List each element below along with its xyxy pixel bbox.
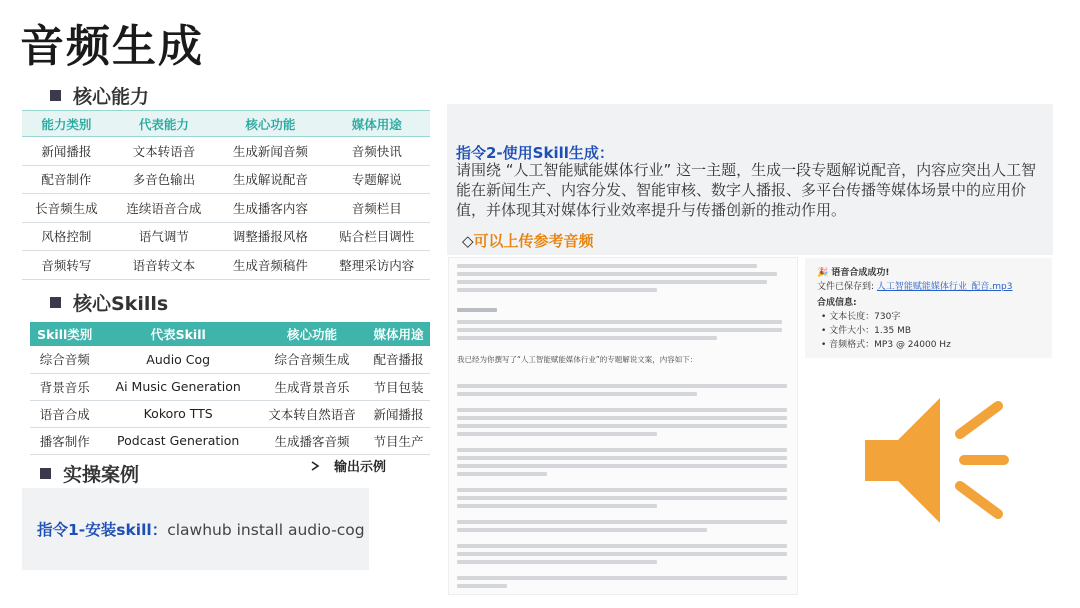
table-cell: 节目生产 xyxy=(367,427,430,454)
table-cell: 语音转文本 xyxy=(111,251,217,280)
table-cell: 贴合栏目调性 xyxy=(324,222,430,251)
table-cell: 生成播客内容 xyxy=(217,194,323,223)
table-header: Skill类别 xyxy=(30,322,99,346)
table-cell: 音频快讯 xyxy=(324,137,430,166)
capabilities-table xyxy=(22,110,430,280)
success-message: 🎉 语音合成成功! xyxy=(817,268,890,278)
table-header: 媒体用途 xyxy=(367,322,430,346)
table-cell: 长音频生成 xyxy=(22,194,111,223)
table-cell: Podcast Generation xyxy=(99,427,257,454)
file-link[interactable]: 人工智能赋能媒体行业_配音.mp3 xyxy=(876,282,1013,292)
upload-hint xyxy=(462,230,594,251)
table-cell: 文本转自然语音 xyxy=(257,400,367,427)
command-1-code: clawhub install audio-cog xyxy=(167,521,365,539)
table-cell: 配音播报 xyxy=(367,346,430,373)
screenshot-heading: 我已经为你撰写了“人工智能赋能媒体行业”的专题解说文案，内容如下： xyxy=(457,355,698,364)
bullet-square-icon xyxy=(40,468,51,479)
table-cell: Audio Cog xyxy=(99,346,257,373)
table-cell: 生成音频稿件 xyxy=(217,251,323,280)
table-header: 核心功能 xyxy=(257,322,367,346)
table-cell: 综合音频生成 xyxy=(257,346,367,373)
output-example-label xyxy=(310,456,386,475)
table-cell: 节目包装 xyxy=(367,373,430,400)
table-cell: 生成新闻音频 xyxy=(217,137,323,166)
skills-table xyxy=(30,322,430,455)
bullet-square-icon xyxy=(50,297,61,308)
table-row xyxy=(30,400,430,427)
info-item: • 音频格式：MP3 @ 24000 Hz xyxy=(821,340,951,350)
table-cell: 调整播报风格 xyxy=(217,222,323,251)
table-cell: 背景音乐 xyxy=(30,373,99,400)
output-screenshot xyxy=(448,257,798,595)
upload-hint-text: 可以上传参考音频 xyxy=(473,232,594,250)
table-header: 能力类别 xyxy=(22,111,111,137)
info-item: • 文本长度：730字 xyxy=(821,312,901,322)
synthesis-result-panel xyxy=(805,258,1052,358)
table-cell: 音频栏目 xyxy=(324,194,430,223)
arrow-right-icon xyxy=(310,461,320,471)
output-label-text: 输出示例 xyxy=(334,460,387,475)
table-row xyxy=(22,194,430,223)
section-heading-cases xyxy=(40,460,139,487)
section-heading-capabilities xyxy=(50,82,149,109)
table-cell: 播客制作 xyxy=(30,427,99,454)
table-header: 代表能力 xyxy=(111,111,217,137)
table-cell: 语音合成 xyxy=(30,400,99,427)
command-2-label: 指令2-使用Skill生成： xyxy=(456,144,614,162)
section-heading-text: 核心Skills xyxy=(73,293,169,315)
info-label: 合成信息: xyxy=(817,298,857,308)
command-1-label: 指令1-安装skill： xyxy=(37,521,168,539)
table-cell: 风格控制 xyxy=(22,222,111,251)
table-cell: 多音色输出 xyxy=(111,165,217,194)
table-cell: 生成播客音频 xyxy=(257,427,367,454)
table-cell: 语气调节 xyxy=(111,222,217,251)
table-cell: 综合音频 xyxy=(30,346,99,373)
table-cell: 整理采访内容 xyxy=(324,251,430,280)
table-header: 代表Skill xyxy=(99,322,257,346)
table-cell: 连续语音合成 xyxy=(111,194,217,223)
page-title: 音频生成 xyxy=(20,21,204,72)
table-cell: 新闻播报 xyxy=(22,137,111,166)
table-row xyxy=(30,373,430,400)
table-cell: 生成背景音乐 xyxy=(257,373,367,400)
table-cell: 新闻播报 xyxy=(367,400,430,427)
section-heading-text: 核心能力 xyxy=(73,86,150,108)
table-cell: 文本转语音 xyxy=(111,137,217,166)
table-row xyxy=(22,137,430,166)
table-cell: 生成解说配音 xyxy=(217,165,323,194)
command-2-body: 请围绕 “人工智能赋能媒体行业” 这一主题，生成一段专题解说配音，内容应突出人工智能在新闻生产、内容分发、智能审核、数字人播报、多平台传播等媒体场景中的应用价值，并体现其对媒体行业效率提升与传播创新的推动作用。 xyxy=(456,161,1037,219)
info-item: • 文件大小：1.35 MB xyxy=(821,326,912,336)
section-heading-skills xyxy=(50,289,168,316)
speaker-volume-icon xyxy=(860,388,1010,533)
table-cell: 配音制作 xyxy=(22,165,111,194)
bullet-square-icon xyxy=(50,90,61,101)
table-header: 媒体用途 xyxy=(324,111,430,137)
table-row xyxy=(30,346,430,373)
diamond-icon: ◇ xyxy=(462,232,474,250)
table-row xyxy=(22,222,430,251)
saved-path: 文件已保存到: 人工智能赋能媒体行业_配音.mp3 xyxy=(817,282,1013,292)
table-cell: 专题解说 xyxy=(324,165,430,194)
table-row xyxy=(22,165,430,194)
table-row xyxy=(22,251,430,280)
table-header: 核心功能 xyxy=(217,111,323,137)
table-cell: 音频转写 xyxy=(22,251,111,280)
table-cell: Kokoro TTS xyxy=(99,400,257,427)
table-cell: Ai Music Generation xyxy=(99,373,257,400)
table-row xyxy=(30,427,430,454)
section-heading-text: 实操案例 xyxy=(63,464,140,486)
command-1-box xyxy=(22,488,369,570)
